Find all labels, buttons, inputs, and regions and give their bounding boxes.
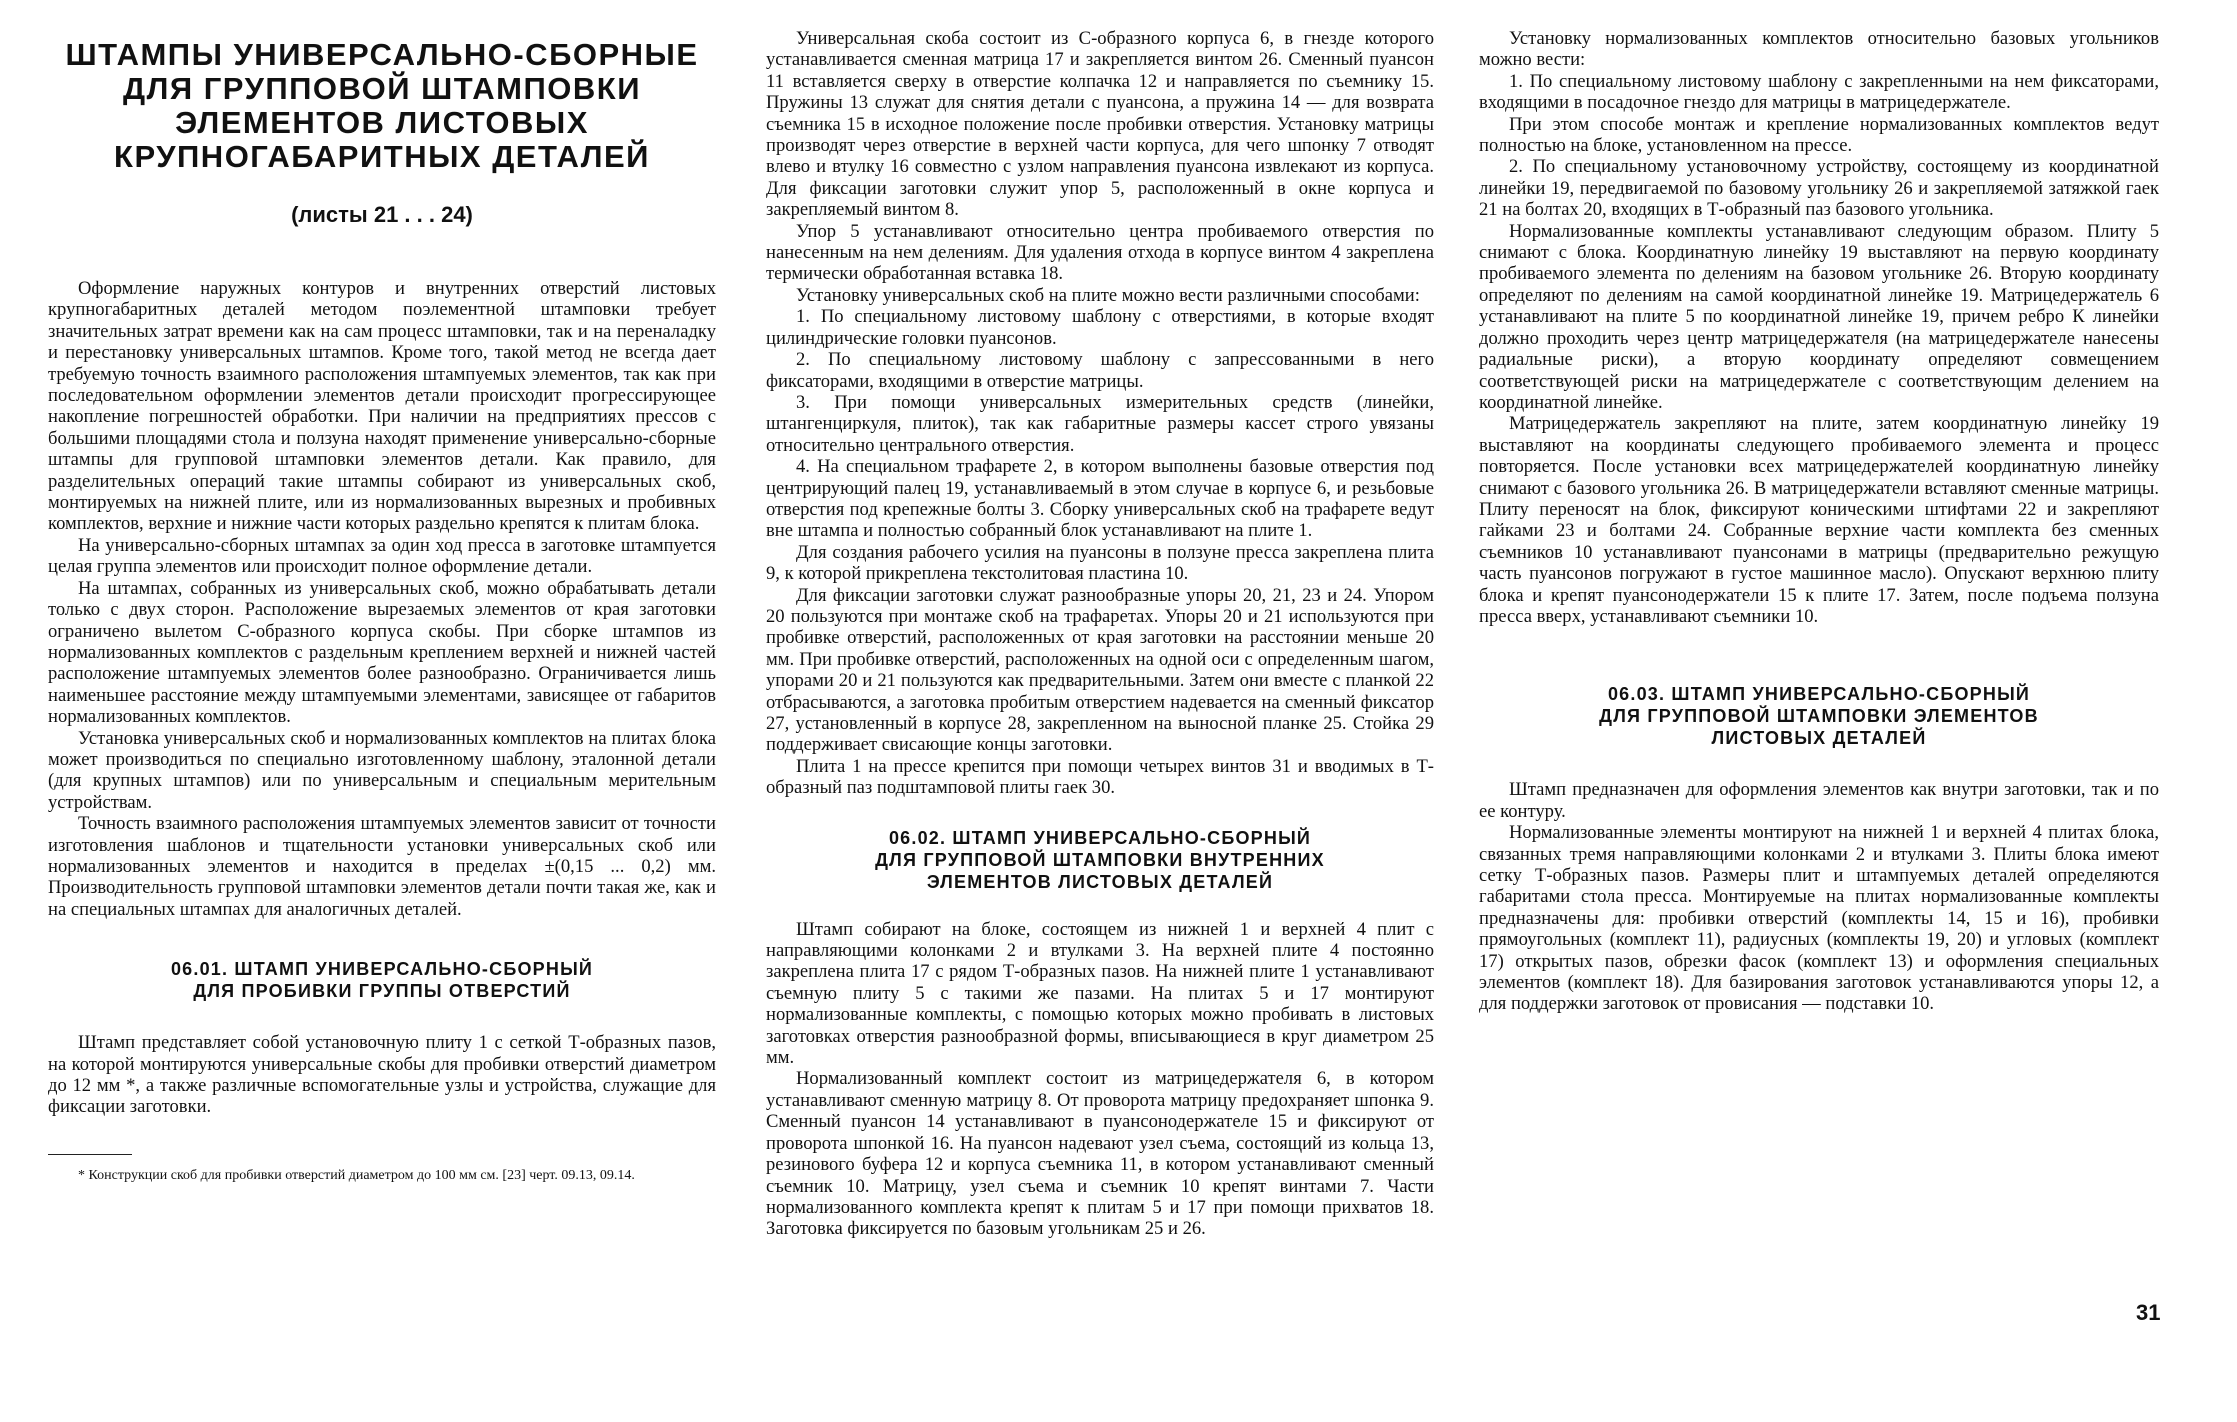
body-paragraph: Штамп представляет собой установочную плиту 1 с сеткой Т-образных пазов, на которой монтируются универсальные скобы для пробивки отверстий диаметром до 12 мм *, а также различные вспомогательные узлы и устройства, служащие для фиксации заготовки. [48,1032,716,1118]
title-line: ДЛЯ ГРУППОВОЙ ШТАМПОВКИ [123,71,641,106]
column-left [48,28,716,1184]
intro-paragraph: Установка универсальных скоб и нормализованных комплектов на плитах блока может производиться по специально изготовленному шаблону, эталонной детали (для крупных штампов) или по универсальным и специальным мерительным устройствам. [48,727,716,813]
section-heading-line: ДЛЯ ПРОБИВКИ ГРУППЫ ОТВЕРСТИЙ [193,981,571,1002]
section-heading-line: 06.01. ШТАМП УНИВЕРСАЛЬНО-СБОРНЫЙ [170,959,594,980]
intro-paragraph: На универсально-сборных штампах за один ход пресса в заготовке штампуется целая группа элементов или происходит полное оформление детали. [48,534,716,578]
column-middle [766,28,1434,1240]
section-heading-line: 06.02. ШТАМП УНИВЕРСАЛЬНО-СБОРНЫЙ [888,827,1312,848]
body-paragraph: Нормализованные комплекты устанавливают следующим образом. Плиту 5 снимают с блока. Координатную линейку 19 выставляют на первую координату пробиваемого элемента по делениям на базовом угольнике 26. Вторую координату определяют по делениям на самой координатной линейке 19. Матрицедержатель 6 устанавливают на плите 5 по координатной линейке 19, причем ребро К линейки должно проходить через центр матрицедержателя (на матрицедержателе нанесены радиальные риски), а вторую координату определяют совмещением соответствующей риски на матрицедержателе с соответствующим делением на координатной линейке. [1479,220,2159,413]
body-paragraph: Установку универсальных скоб на плите можно вести различными способами: [796,284,1420,306]
body-paragraph: Нормализованные элементы монтируют на нижней 1 и верхней 4 плитах блока, связанных тремя направляющими колонками 2 и втулками 3. Плиты блока имеют сетку Т-образных пазов. Размеры плит и штампуемых деталей определяются габаритами стола пресса. Монтируемые на плитах нормализованные комплекты предназначены для: пробивки отверстий (комплекты 14, 15 и 16), пробивки прямоугольных (комплект 11), радиусных (комплекты 19, 20) и угловых (комплект 17) открытых пазов, обрезки фасок (комплект 13) и оформления специальных элементов (комплект 18). Для базирования заготовок устанавливаются упоры 12, а для поддержки заготовок от провисания — подставки 10. [1479,822,2159,1015]
intro-paragraph: Оформление наружных контуров и внутренних отверстий листовых крупногабаритных деталей методом поэлементной штамповки требует значительных затрат времени как на сам процесс штамповки, так и на переналадку и перестановку универсальных штампов. Кроме того, такой метод не всегда дает требуемую точность взаимного расположения штампуемых элементов, так как при последовательном оформлении элементов детали происходит прогрессирующее накопление погрешностей обработки. При наличии на предприятиях прессов с большими площадями стола и ползуна находят применение универсально-сборные штампы для групповой штамповки элементов детали. Как правило, для разделительных операций такие штампы собирают из универсальных скоб, монтируемых на нижней плите, или из нормализованных вырезных и пробивных комплектов, верхние и нижние части которых раздельно крепятся к плитам блока. [48,278,716,535]
section-heading-06-03 [1479,683,2159,749]
body-paragraph: Упор 5 устанавливают относительно центра пробиваемого отверстия по нанесенным на нем делениям. Для удаления отхода в корпусе винтом 4 закреплена термически обработанная вставка 18. [766,220,1434,285]
body-paragraph: При этом способе монтаж и крепление нормализованных комплектов ведут полностью на блоке, установленном на прессе. [1479,113,2159,157]
intro-paragraph: На штампах, собранных из универсальных скоб, можно обрабатывать детали только с двух сторон. Расположение вырезаемых элементов от края заготовки ограничено вылетом С-образного корпуса скобы. При сборке штампов из нормализованных комплектов с раздельным креплением верхней и нижней частей расположение штампуемых элементов более разнообразно. Ограничивается лишь наименьшее расстояние между штампуемыми элементами, зависящее от габаритов нормализованных комплектов. [48,577,716,728]
page-title [48,38,716,174]
body-paragraph: Плита 1 на прессе крепится при помощи четырех винтов 31 и вводимых в Т-образный паз подштамповой плиты гаек 30. [766,755,1434,799]
section-heading-06-01 [48,958,716,1002]
body-paragraph: Установку нормализованных комплектов относительно базовых угольников можно вести: [1479,28,2159,71]
page-number: 31 [2136,1300,2161,1325]
list-item: 1. По специальному листовому шаблону с отверстиями, в которые входят цилиндрические головки пуансонов. [766,306,1434,349]
body-paragraph: Нормализованный комплект состоит из матрицедержателя 6, в котором устанавливают сменную матрицу 8. От проворота матрицу предохраняет шпонка 9. Сменный пуансон 14 устанавливают в пуансонодержателе 15 и фиксируют от проворота шпонкой 16. На пуансон надевают узел съема, состоящий из кольца 13, резинового буфера 12 и корпуса съемника 11, в котором устанавливают сменный съемник 10. Матрицу, узел съема и съемник 10 крепят винтами 7. Части нормализованного комплекта крепят к плитам 5 и 17 при помощи прихватов 18. Заготовка фиксируется по базовым угольникам 25 и 26. [766,1068,1434,1240]
body-paragraph: Для фиксации заготовки служат разнообразные упоры 20, 21, 23 и 24. Упором 20 пользуются при монтаже скоб на трафаретах. Упоры 20 и 21 используются при пробивке отверстий, расположенных от края заготовки на расстоянии меньше 20 мм. При пробивке отверстий, расположенных на одной оси с определенным шагом, упорами 20 и 21 пользуются как предварительными. Затем они вместе с планкой 22 отбрасываются, а заготовка пробитым отверстием надевается на сменный фиксатор 27, установленный в корпусе 28, закрепленном на выносной планке 25. Стойка 29 поддерживает свисающие концы заготовки. [766,584,1434,756]
title-line: ШТАМПЫ УНИВЕРСАЛЬНО-СБОРНЫЕ [65,37,699,72]
list-item: 2. По специальному листовому шаблону с запрессованными в него фиксаторами, входящими в отверстие матрицы. [766,349,1434,392]
list-item: 2. По специальному установочному устройству, состоящему из координатной линейки 19, передвигаемой по базовому угольнику 26 и закрепляемой затяжкой гаек 21 на болтах 20, входящих в Т-образный паз базового угольника. [1479,156,2159,221]
section-heading-line: ЛИСТОВЫХ ДЕТАЛЕЙ [1711,728,1927,749]
sheets-reference: (листы 21 . . . 24) [291,202,473,227]
body-paragraph: Штамп собирают на блоке, состоящем из нижней 1 и верхней 4 плит с направляющими колонками 2 и втулками 3. На верхней плите 4 постоянно закреплена плита 17 с рядом Т-образных пазов. На нижней плите 1 устанавливают съемную плиту 5 с такими же пазами. На плитах 5 и 17 монтируют нормализованные комплекты, с помощью которых можно пробивать в листовых заготовках отверстия разнообразной формы, вписывающиеся в круг диаметром 25 мм. [766,918,1434,1069]
section-heading-line: ДЛЯ ГРУППОВОЙ ШТАМПОВКИ ВНУТРЕННИХ [875,849,1325,870]
list-item: 1. По специальному листовому шаблону с закрепленными на нем фиксаторами, входящими в посадочное гнездо для матрицы в матрицедержателе. [1479,70,2159,114]
footnote: * Конструкции скоб для пробивки отверстий диаметром до 100 мм см. [23] черт. 09.13, 09.14. [78,1167,635,1183]
section-heading-line: ДЛЯ ГРУППОВОЙ ШТАМПОВКИ ЭЛЕМЕНТОВ [1599,706,2039,727]
list-item: 3. При помощи универсальных измерительных средств (линейки, штангенциркуля, плиток), так как габаритные размеры кассет строго увязаны относительно центрального отверстия. [766,391,1434,456]
column-right [1479,28,2159,1015]
body-paragraph: Штамп предназначен для оформления элементов как внутри заготовки, так и по ее контуру. [1479,779,2159,822]
footnote-divider [48,1154,132,1155]
body-paragraph: Универсальная скоба состоит из С-образного корпуса 6, в гнезде которого устанавливается сменная матрица 17 и закрепляется винтом 26. Сменный пуансон 11 вставляется сверху в отверстие колпачка 12 и направляется по съемнику 15. Пружины 13 служат для снятия детали с пуансона, а пружина 14 — для возврата съемника 15 в исходное положение после пробивки отверстия. Установку матрицы производят через отверстие в верхней части корпуса, для чего шпонку 7 отводят влево и втулку 16 совместно с узлом направления пуансона извлекают из корпуса. Для фиксации заготовки служит упор 5, расположенный в окне корпуса и закрепляемый винтом 8. [766,28,1434,221]
section-heading-line: ЭЛЕМЕНТОВ ЛИСТОВЫХ ДЕТАЛЕЙ [926,871,1274,892]
title-line: ЭЛЕМЕНТОВ ЛИСТОВЫХ [175,105,589,140]
intro-paragraph: Точность взаимного расположения штампуемых элементов зависит от точности изготовления шаблонов и тщательности установки универсальных скоб или нормализованных элементов и находится в пределах ±(0,15 ... 0,2) мм. Производительность групповой штамповки элементов детали почти такая же, как и на специальных штампах для аналогичных деталей. [48,813,716,920]
section-heading-line: 06.03. ШТАМП УНИВЕРСАЛЬНО-СБОРНЫЙ [1607,684,2031,705]
body-paragraph: Для создания рабочего усилия на пуансоны в ползуне пресса закреплена плита 9, к которой прикреплена текстолитовая пластина 10. [766,541,1434,585]
body-paragraph: Матрицедержатель закрепляют на плите, затем координатную линейку 19 выставляют на координаты следующего пробиваемого элемента и процесс повторяется. После установки всех матрицедержателей координатную линейку снимают с базового угольника 26. В матрицедержатели вставляют сменные матрицы. Плиту переносят на блок, фиксируют коническими штифтами 22 и закрепляют гайками 23 и болтами 24. Собранные верхние части комплекта без сменных съемников 10 устанавливают пуансонами в матрицы (предварительно режущую часть пуансонов погружают в густое машинное масло). Опускают верхнюю плиту блока и крепят пуансонодержатели 15 к плите 17. Затем, после подъема ползуна пресса вверх, устанавливают съемники 10. [1479,413,2159,627]
section-heading-06-02 [766,827,1434,893]
list-item: 4. На специальном трафарете 2, в котором выполнены базовые отверстия под центрирующий палец 19, устанавливаемый в этом случае в корпусе 6, и резьбовые отверстия под крепежные болты 3. Сборку универсальных скоб на трафарете ведут вне штампа и полностью собранный блок устанавливают на плите 1. [766,456,1434,542]
title-line: КРУПНОГАБАРИТНЫХ ДЕТАЛЕЙ [114,139,650,174]
